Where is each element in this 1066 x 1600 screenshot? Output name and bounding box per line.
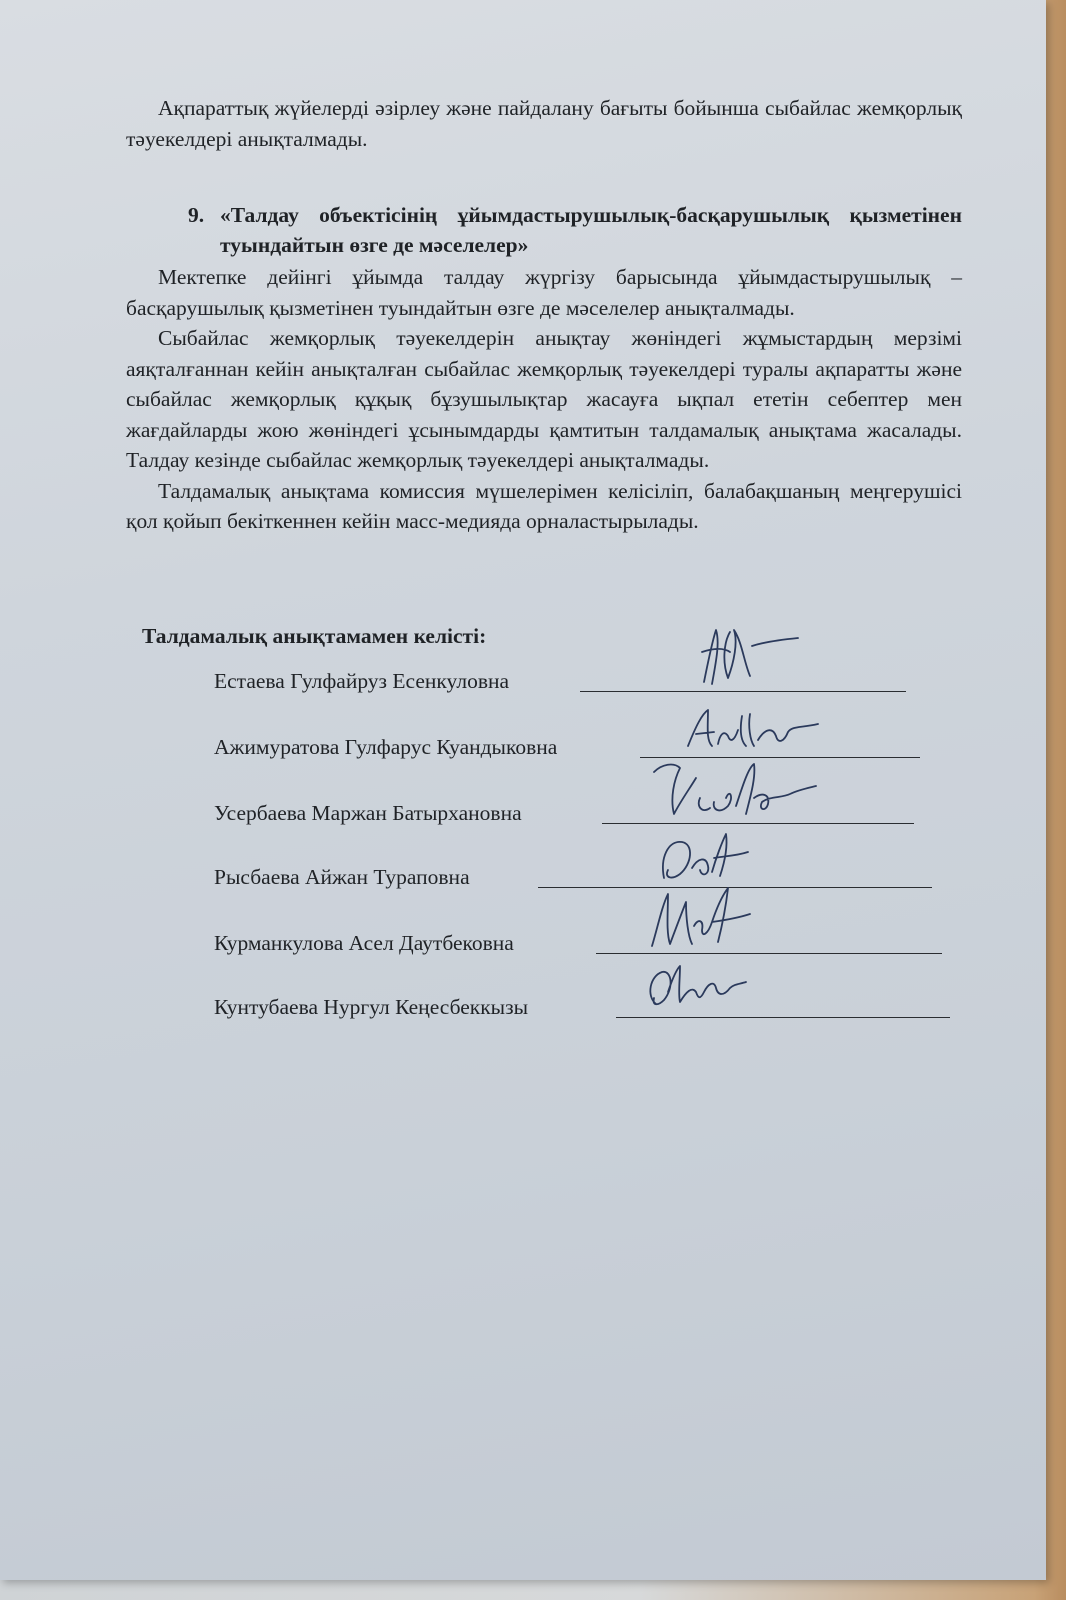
signatory-row [214, 986, 964, 1026]
section-9-number: 9. [188, 203, 205, 227]
signature-line [616, 1017, 950, 1018]
signatory-name: Ажимуратова Гулфарус Куандыковна [214, 735, 558, 759]
handwritten-signature [642, 962, 752, 1012]
signatory-row [214, 856, 944, 896]
intro-paragraph: Ақпараттық жүйелерді әзірлеу және пайдалану бағыты бойынша сыбайлас жемқорлық тәуекелдері анықталмады. [126, 96, 962, 151]
section-9-body [126, 262, 962, 537]
signatory-name: Кунтубаева Нургул Кеңесбеккызы [214, 995, 529, 1019]
handwritten-signature [646, 882, 756, 956]
signatory-row [214, 660, 914, 700]
signatory-name: Рысбаева Айжан Тураповна [214, 865, 470, 889]
agreement-title: Талдамалық анықтамамен келісті: [142, 624, 487, 648]
section-9-paragraph: Талдамалық анықтама комиссия мүшелерімен келісіліп, балабақшаның меңгерушісі қол қойып бекіткеннен кейін масс-медияда орналастырылады. [126, 478, 962, 533]
handwritten-signature [654, 828, 754, 888]
section-9-heading [188, 200, 962, 260]
signatory-name: Усербаева Маржан Батырхановна [214, 801, 522, 825]
signatory-row [214, 726, 934, 766]
signatory-row [214, 922, 954, 962]
signatory-name: Курманкулова Асел Даутбековна [214, 931, 514, 955]
section-9-title: «Талдау объектісінің ұйымдастырушылық-басқарушылық қызметінен туындайтын өзге де мәселелер» [220, 203, 962, 257]
intro-section [126, 93, 962, 154]
signatory-name: Естаева Гулфайруз Есенкуловна [214, 669, 510, 693]
section-9-paragraph: Мектепке дейінгі ұйымда талдау жүргізу барысында ұйымдастырушылық – басқарушылық қызметінен туындайтын өзге де мәселелер анықталмады. [126, 265, 962, 320]
section-9-paragraph: Сыбайлас жемқорлық тәуекелдерін анықтау жөніндегі жұмыстардың мерзімі аяқталғаннан кейін анықталған сыбайлас жемқорлық тәуекелдері туралы ақпаратты және сыбайлас жемқорлық құқық бұзушылықтар жасауға ықпал ететін себептер мен жағдайларды жою жөніндегі ұсынымдарды қамтитын талдамалық анықтама жасалады. Талдау кезінде сыбайлас жемқорлық тәуекелдері анықталмады. [126, 326, 962, 472]
handwritten-signature [650, 758, 820, 824]
signatory-row [214, 792, 934, 832]
handwritten-signature [684, 706, 824, 756]
handwritten-signature [694, 622, 804, 692]
